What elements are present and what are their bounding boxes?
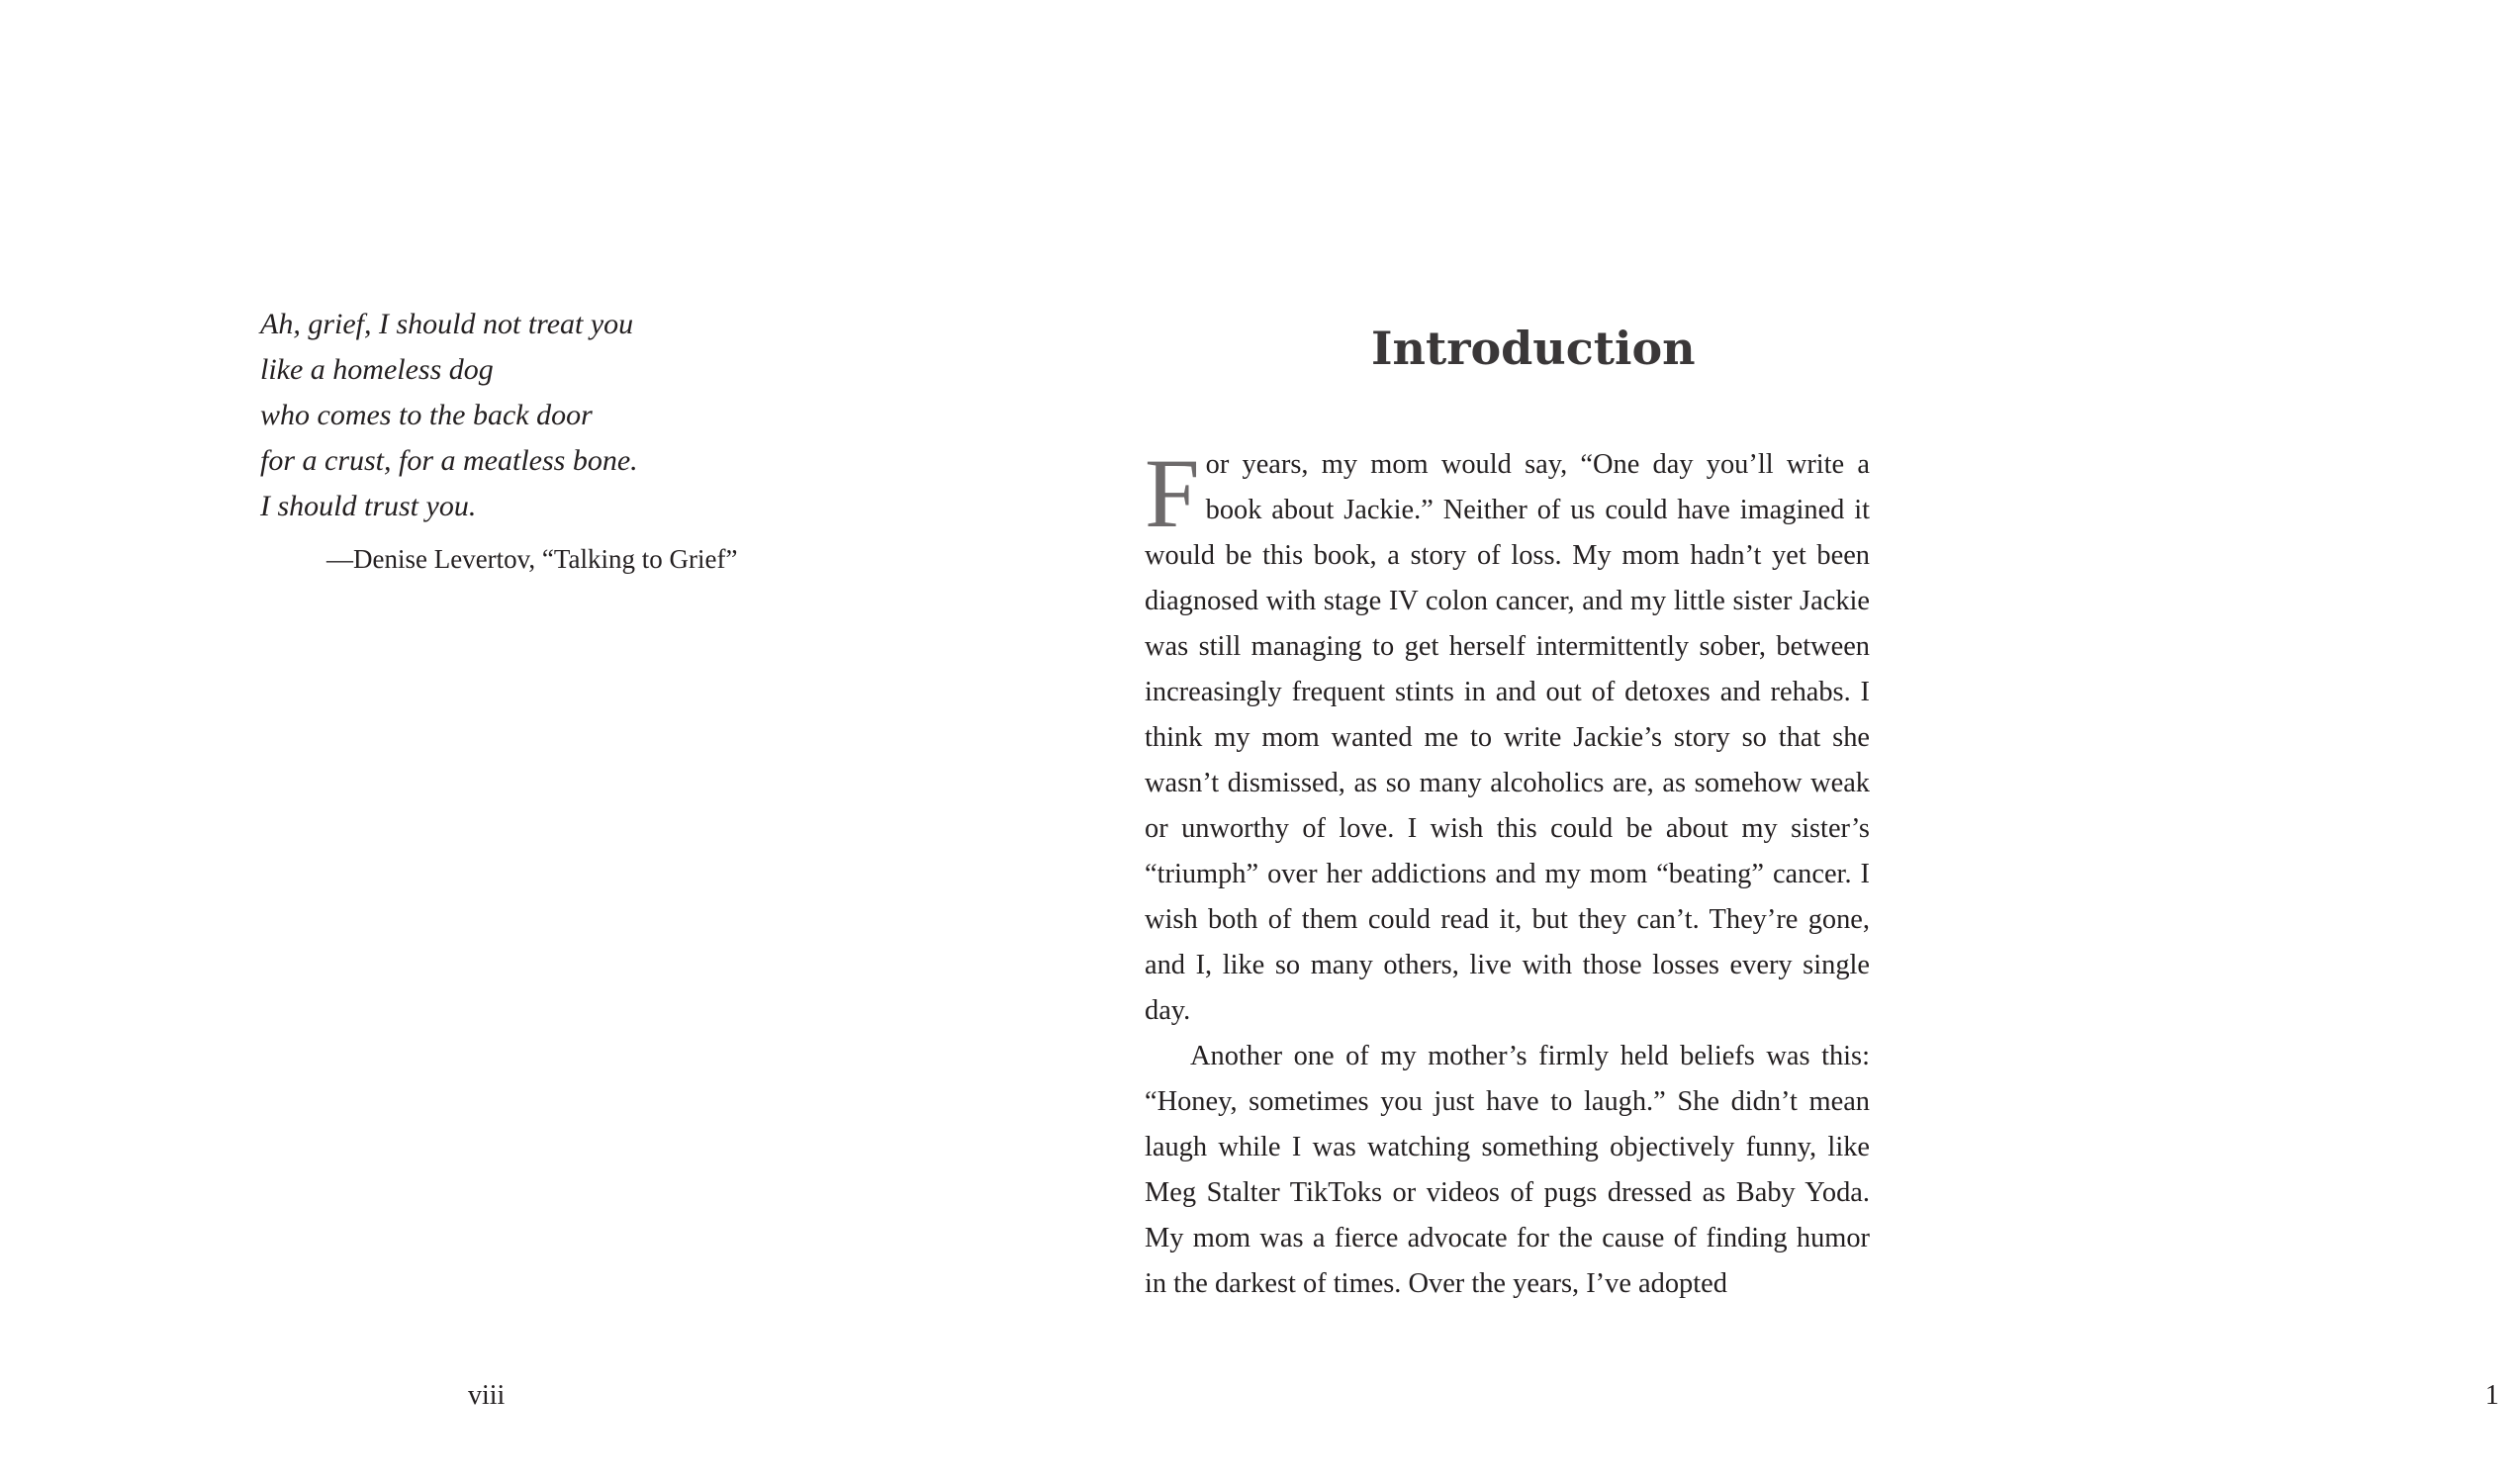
chapter-title-text: Introduction bbox=[1371, 322, 1696, 375]
epigraph-line: Ah, grief, I should not treat you bbox=[260, 308, 634, 340]
epigraph-attribution: —Denise Levertov, “Talking to Grief” bbox=[326, 544, 738, 574]
paragraph-1 bbox=[1145, 438, 1870, 1034]
page-number-right: 1 bbox=[2485, 1380, 2499, 1411]
left-page bbox=[0, 0, 989, 1484]
epigraph-line: for a crust, for a meatless bone. bbox=[260, 444, 638, 477]
epigraph-line: like a homeless dog bbox=[260, 353, 494, 386]
epigraph-line: I should trust you. bbox=[260, 490, 477, 522]
drop-cap: F bbox=[1145, 438, 1200, 548]
right-page bbox=[989, 0, 2499, 1484]
chapter-title bbox=[989, 319, 1979, 378]
paragraph-1-text: or years, my mom would say, “One day you’ll write a book about Jackie.” Neither of us could have imagined it would be this book, a story of loss. My mom hadn’t yet been diagnosed with stage IV colon cancer, and my little sister Jackie was still managing to get herself intermittently sober, between increasingly frequent stints in and out of detoxes and rehabs. I think my mom wanted me to write Jackie’s story so that she wasn’t dismissed, as so many alcoholics are, as somehow weak or unworthy of love. I wish this could be about my sister’s “triumph” over her addictions and my mom “beating” cancer. I wish both of them could read it, but they can’t. They’re gone, and I, like so many others, live with those losses every single day. bbox=[1145, 449, 1870, 1026]
epigraph-line: who comes to the back door bbox=[260, 399, 593, 431]
epigraph bbox=[260, 302, 775, 579]
paragraph-2: Another one of my mother’s firmly held beliefs was this: “Honey, sometimes you just have to laugh.” She didn’t mean laugh while I was watching something objectively funny, like Meg Stalter TikToks or videos of pugs dressed as Baby Yoda. My mom was a fierce advocate for the cause of finding humor in the darkest of times. Over the years, I’ve adopted bbox=[1145, 1041, 1870, 1299]
page-number-left: viii bbox=[468, 1380, 506, 1411]
body-text bbox=[1145, 438, 1870, 1307]
